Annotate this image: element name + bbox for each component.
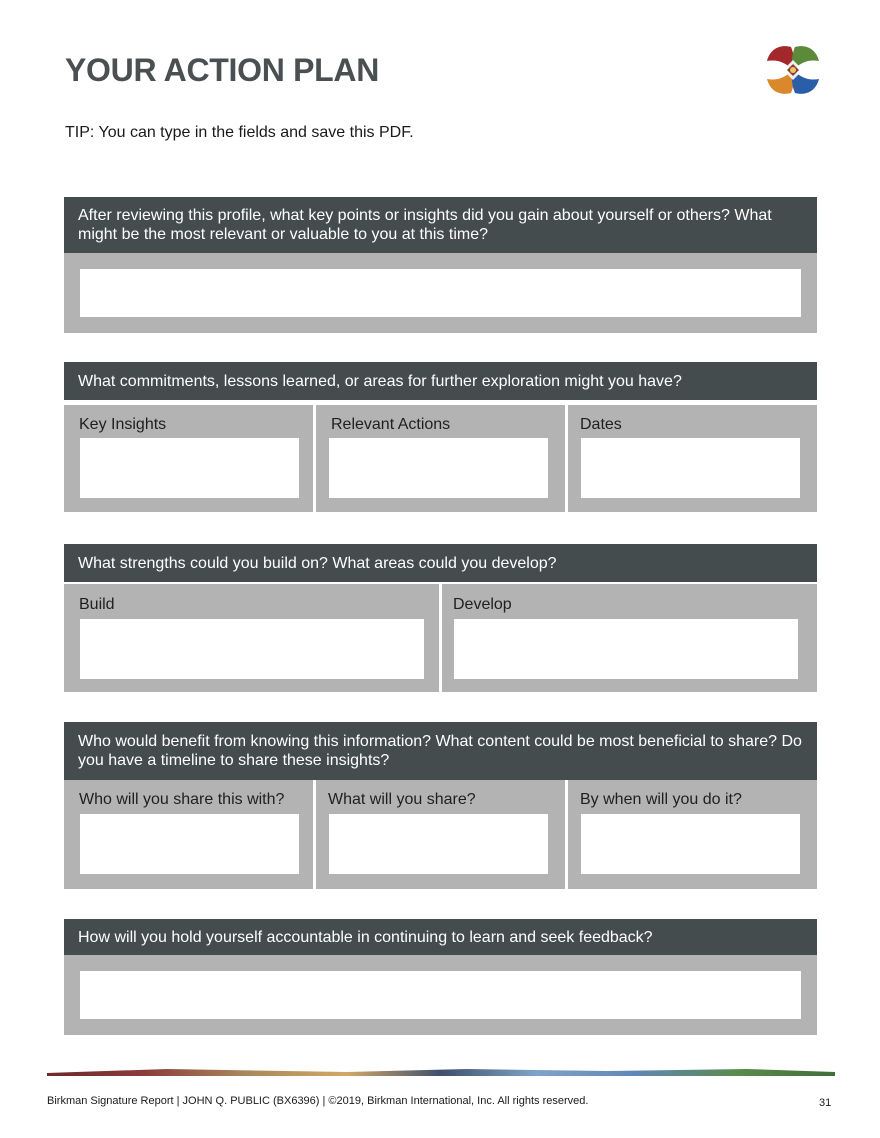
insights-field[interactable] [80,269,801,317]
column-label: Relevant Actions [331,416,451,433]
by-when-field[interactable] [581,814,800,874]
column-label: Who will you share this with? [79,791,285,808]
column-by-when [568,780,817,889]
footer-text: Birkman Signature Report | JOHN Q. PUBLIC (BX6396) | ©2019, Birkman International, Inc. All rights reserved. [47,1095,589,1107]
build-field[interactable] [80,619,424,679]
section-strengths [64,544,817,692]
column-label: Build [79,596,115,613]
section-body [64,955,817,1035]
develop-field[interactable] [454,619,798,679]
tip-text: TIP: You can type in the fields and save this PDF. [65,124,414,141]
column-label: Key Insights [79,416,167,433]
column-group [64,780,817,889]
column-label: What will you share? [328,791,476,808]
section-accountability [64,919,817,1035]
page-number: 31 [819,1097,832,1109]
column-build [64,584,439,692]
section-header: How will you hold yourself accountable in continuing to learn and seek feedback? [64,919,817,955]
birkman-logo [764,41,822,99]
column-share-with [64,780,313,889]
what-share-field[interactable] [329,814,548,874]
section-insights [64,197,817,333]
column-develop [442,584,817,692]
column-group [64,582,817,692]
column-label: Dates [580,416,622,433]
column-relevant-actions [316,405,565,512]
section-header: After reviewing this profile, what key points or insights did you gain about yourself or others? What might be the most relevant or valuable to you at this time? [64,197,817,253]
column-key-insights [64,405,313,512]
column-label: Develop [453,596,512,613]
column-group [64,400,817,512]
section-header: Who would benefit from knowing this information? What content could be most beneficial to share? Do you have a timeline to share these insights? [64,722,817,780]
key-insights-field[interactable] [80,438,299,498]
column-what-share [316,780,565,889]
column-dates [568,405,817,512]
dates-field[interactable] [581,438,800,498]
relevant-actions-field[interactable] [329,438,548,498]
page-title: YOUR ACTION PLAN [65,52,380,88]
column-label: By when will you do it? [580,791,742,808]
section-sharing [64,722,817,889]
share-with-field[interactable] [80,814,299,874]
footer-color-band [47,1069,835,1076]
section-commitments [64,362,817,512]
section-header: What strengths could you build on? What areas could you develop? [64,544,817,582]
section-body [64,253,817,333]
accountability-field[interactable] [80,971,801,1019]
section-header: What commitments, lessons learned, or areas for further exploration might you have? [64,362,817,400]
